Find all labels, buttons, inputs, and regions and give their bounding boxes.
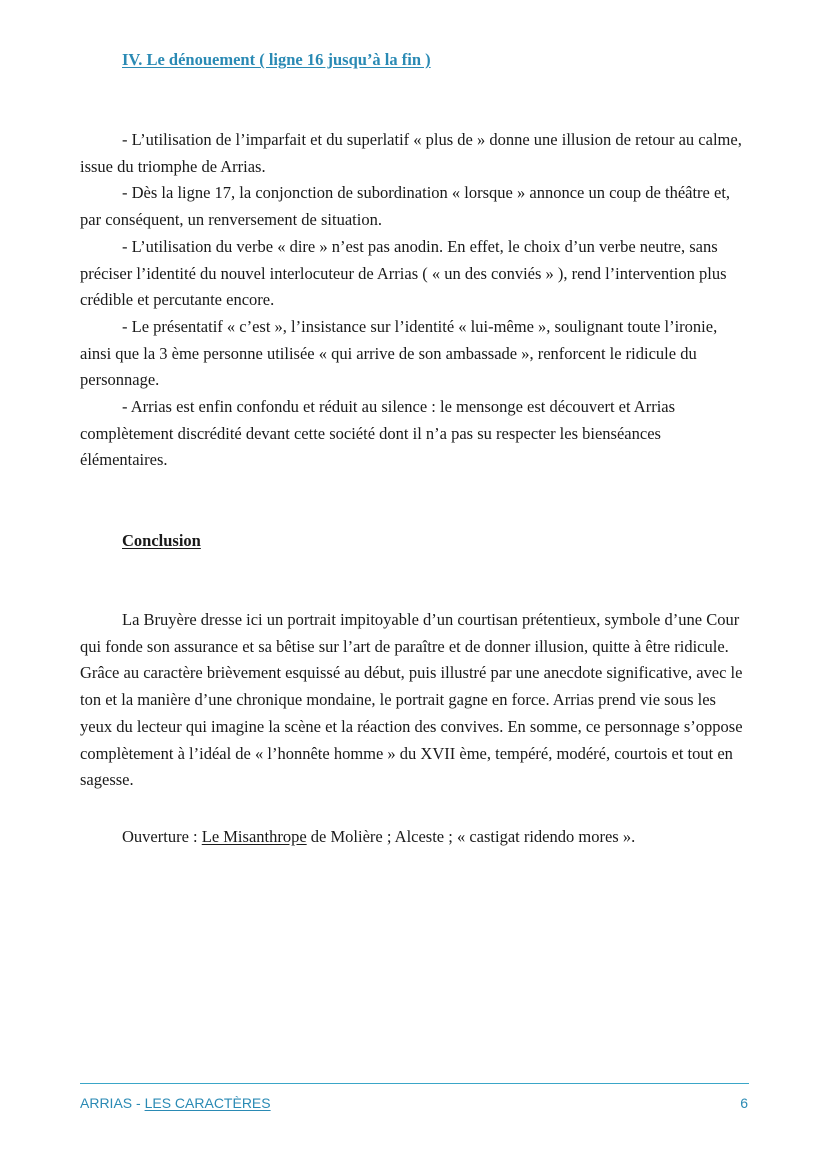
analysis-paragraph: - Arrias est enfin confondu et réduit au silence : le mensonge est découvert et Arrias complètement discrédité devant cette société dont il n’a pas su respecter les bienséances élémentaires. bbox=[80, 397, 676, 470]
analysis-paragraph: - Dès la ligne 17, la conjonction de subordination « lorsque » annonce un coup de théâtre et, par conséquent, un renversement de situation. bbox=[80, 183, 731, 230]
page-number: 6 bbox=[740, 1095, 748, 1111]
footer-divider bbox=[80, 1083, 749, 1084]
footer-title-link: LES CARACTÈRES bbox=[144, 1095, 271, 1111]
opening-line bbox=[122, 824, 635, 850]
analysis-paragraph: - L’utilisation de l’imparfait et du superlatif « plus de » donne une illusion de retour au calme, issue du triomphe de Arrias. bbox=[80, 130, 742, 176]
section-heading: IV. Le dénouement ( ligne 16 jusqu’à la fin ) bbox=[122, 50, 431, 69]
opening-label: Ouverture : bbox=[122, 827, 202, 846]
analysis-paragraphs bbox=[80, 127, 752, 474]
analysis-paragraph: - Le présentatif « c’est », l’insistance sur l’identité « lui-même », soulignant toute l’ironie, ainsi que la 3 ème personne utilisée « qui arrive de son ambassade », renforcent le ridicule du personnage. bbox=[80, 316, 718, 390]
footer-title bbox=[80, 1095, 271, 1111]
analysis-paragraph: - L’utilisation du verbe « dire » n’est pas anodin. En effet, le choix d’un verbe neutre, sans préciser l’identité du nouvel interlocuteur de Arrias ( « un des conviés » ), rend l’intervention plus crédible et percutante encore. bbox=[80, 236, 727, 310]
conclusion-body bbox=[80, 607, 752, 794]
opening-work-title: Le Misanthrope bbox=[201, 827, 307, 846]
opening-rest: de Molière ; Alceste ; « castigat ridendo mores ». bbox=[306, 827, 636, 846]
conclusion-heading: Conclusion bbox=[122, 531, 201, 550]
conclusion-paragraph: La Bruyère dresse ici un portrait impitoyable d’un courtisan prétentieux, symbole d’une Cour qui fonde son assurance et sa bêtise sur l’art de paraître et de donner illusion, quitte à être ridicule. Grâce au caractère brièvement esquissé au début, puis illustré par une anecdote significative, avec le ton et la manière d’une chronique mondaine, le portrait gagne en force. Arrias prend vie sous les yeux du lecteur qui imagine la scène et la réaction des convives. En somme, ce personnage s’oppose complètement à l’idéal de « l’honnête homme » du XVII ème, tempéré, modéré, courtois et tout en sagesse. bbox=[80, 610, 743, 790]
footer-title-prefix: ARRIAS - bbox=[80, 1095, 145, 1111]
